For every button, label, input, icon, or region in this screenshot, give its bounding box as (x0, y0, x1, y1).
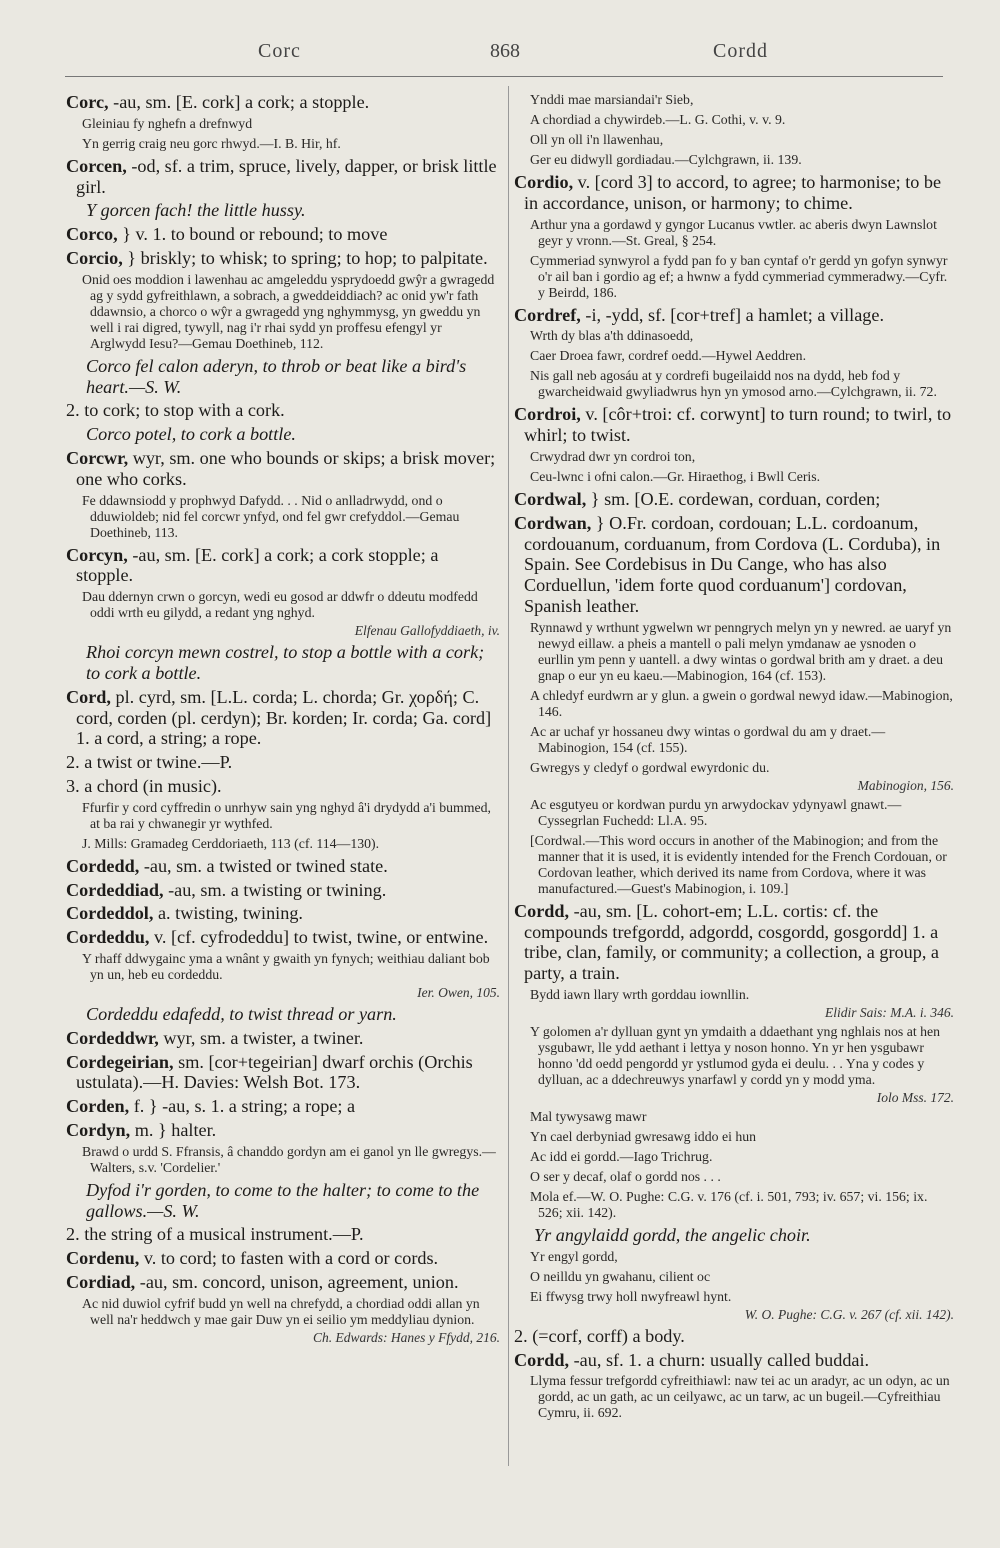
right-column (514, 92, 954, 1425)
dictionary-entry: Corco, } v. 1. to bound or rebound; to move (66, 224, 388, 245)
quotation-line: Onid oes moddion i lawenhau ac amgeleddu ysprydoedd gwŷr a gwragedd ag y sydd gyfreithlawn, a sobrach, a gweddeiddiach? ac onid yw'r fath ddawnsio, a chorco o wŷr a gwragedd yng nghymmysg, yn gweddu yn well i rai digred, tywyll, nag i'r rhai sydd yn proffesu efengyl yr Arglwydd Iesu?—Gemau Doethineb, 112. (82, 271, 495, 351)
quotation-line: Oll yn oll i'n llawenhau, (530, 132, 664, 147)
quotation-line: Llyma fessur trefgordd cyfreithiawl: naw tei ac un aradyr, ac un odyn, ac un gordd, ac un gath, ac un ceilyawc, ac un tarw, ac un bugeil.—Cyfreithiau Cymru, ii. 692. (530, 1373, 950, 1421)
page-number: 868 (490, 40, 520, 62)
sense-line: 2. a twist or twine.—P. (66, 752, 233, 773)
dictionary-entry: Cordwal, } sm. [O.E. cordewan, corduan, corden; (514, 488, 881, 509)
dictionary-entry: Corcwr, wyr, sm. one who bounds or skips; a brisk mover; one who corks. (66, 447, 496, 489)
dictionary-entry: Corcen, -od, sf. a trim, spruce, lively, dapper, or brisk little girl. (66, 155, 497, 197)
quotation-line: Y golomen a'r dylluan gynt yn ymdaith a ddaethant yng nghlais nos at hen ysgubawr, lle ydd aethant i lettya y noson honno. Yn yr hen ysgubawr honno 'dd oedd pengordd yr ystlumod gyda ei deulu. . . Yna y codes y dylluan, ac a ddechreuwys ynarfawl y cordd yn y modd yma. (530, 1023, 941, 1087)
quotation-line: Yn cael derbyniad gwresawg iddo ei hun (530, 1128, 757, 1144)
quotation-line: Wrth dy blas a'th ddinasoedd, (530, 328, 694, 344)
sense-line: 3. a chord (in music). (66, 775, 222, 796)
quotation-line: Ei ffwysg trwy holl nwyfreawl hynt. (530, 1288, 732, 1304)
dictionary-entry: Cordd, -au, sf. 1. a churn: usually called buddai. (514, 1349, 870, 1370)
dictionary-entry: Cordd, -au, sm. [L. cohort-em; L.L. cortis: cf. the compounds trefgordd, adgordd, cosgordd, gosgordd] 1. a tribe, clan, family, or community; a collection, a group, a party, a train. (514, 900, 939, 984)
sense-line: 2. the string of a musical instrument.—P. (66, 1224, 364, 1245)
quotation-line: Cymmeriad synwyrol a fydd pan fo y ban cyntaf o'r gerdd yn gofyn synwyr o'r ail ban i gordio ag ef; a hwnw a fydd cymmeriad cymmeradwy.—Cyfr. y Beirdd, 186. (530, 252, 948, 300)
quotation-line: Ac esgutyeu or kordwan purdu yn arwydockav ydynyawl gnawt.—Cyssegrlan Fuchedd: Ll.A. 95. (530, 796, 902, 828)
quotation-line: J. Mills: Gramadeg Cerddoriaeth, 113 (cf. 114—130). (82, 835, 380, 851)
quotation-line: Rynnawd y wrthunt ygwelwn wr penngrych melyn yn y newred. ae uaryf yn newyd eillaw. a pheis a mantell o pali melyn ymdanaw ae ysnoden o eurllin ym penn y uantell. a dwy wintas o gordwal brith am y draet. a deu gnap o eur yn eu kaeu.—Mabinogion, 164 (cf. 153). (530, 619, 952, 683)
phrase-entry: Yr angylaidd gordd, the angelic choir. (534, 1224, 811, 1245)
quotation-line: Dau ddernyn crwn o gorcyn, wedi eu gosod ar ddwfr o ddeutu modfedd oddi wrth eu gilydd, a redant yng nghyd. (82, 589, 478, 621)
dictionary-entry: Cordegeirian, sm. [cor+tegeirian] dwarf orchis (Orchis ustulata).—H. Davies: Welsh Bot. 173. (66, 1051, 473, 1093)
dictionary-entry: Cordroi, v. [côr+troi: cf. corwynt] to turn round; to twirl, to whirl; to twist. (514, 404, 952, 446)
dictionary-entry: Cordiad, -au, sm. concord, unison, agreement, union. (66, 1271, 459, 1292)
quotation-line: Ac ar uchaf yr hossaneu dwy wintas o gordwal du am y draet.—Mabinogion, 154 (cf. 155). (530, 723, 886, 755)
quotation-line: Ffurfir y cord cyffredin o unrhyw sain yng nghyd â'i drydydd a'i bummed, at ba rai y chwanegir yr wythfed. (82, 799, 491, 831)
quotation-line: Mal tywysawg mawr (530, 1108, 647, 1124)
phrase-entry: Dyfod i'r gorden, to come to the halter; to come to the gallows.—S. W. (86, 1179, 480, 1221)
dictionary-entry: Corcio, } briskly; to whisk; to spring; to hop; to palpitate. (66, 247, 488, 268)
quotation-line: Nis gall neb agosáu at y cordrefi bugeilaidd nos na dydd, heb fod y gwarcheidwaid gwyliadwrus hyn yn ymosod arno.—Cylchgrawn, ii. 72. (530, 368, 937, 400)
dictionary-entry: Cordyn, m. } halter. (66, 1119, 217, 1140)
quotation-line: O ser y decaf, olaf o gordd nos . . . (530, 1168, 721, 1184)
dictionary-entry: Cordeddu, v. [cf. cyfrodeddu] to twist, twine, or entwine. (66, 927, 489, 948)
quotation-line: Gwregys y cledyf o gordwal ewyrdonic du. (530, 759, 770, 775)
dictionary-entry: Cordref, -i, -ydd, sf. [cor+tref] a hamlet; a village. (514, 304, 885, 325)
quotation-line: Yr engyl gordd, (530, 1248, 618, 1264)
quotation-line: Ger eu didwyll gordiadau.—Cylchgrawn, ii. 139. (530, 152, 802, 167)
quotation-line: [Cordwal.—This word occurs in another of the Mabinogion; and from the manner that it is used, it is evidently intended for the French Cordouan, or Cordovan leather, which derived its name from Cordova, where it was manufactured.—Guest's Mabinogion, i. 109.] (530, 832, 947, 896)
quotation-line: Ac nid duwiol cyfrif budd yn well na chrefydd, a chordiad oddi allan yn well na'r heddwch y mae gair Duw yn ei seilio ym meddyliau dynion. (82, 1295, 480, 1327)
quotation-line: O neilldu yn gwahanu, cilient oc (530, 1268, 711, 1284)
phrase-entry: Y gorcen fach! the little hussy. (86, 200, 306, 221)
phrase-entry: Corco fel calon aderyn, to throb or beat like a bird's heart.—S. W. (86, 355, 467, 397)
header-left-word: Corc (258, 40, 301, 62)
citation-source: Elfenau Gallofyddiaeth, iv. (354, 623, 500, 639)
quotation-line: Gleiniau fy nghefn a drefnwyd (82, 115, 253, 131)
citation-source: Iolo Mss. 172. (876, 1089, 954, 1105)
quotation-line: Ceu-lwnc i ofni calon.—Gr. Hiraethog, i Bwll Ceris. (530, 468, 821, 484)
left-column (66, 92, 500, 1349)
quotation-line: Brawd o urdd S. Ffransis, â chanddo gordyn am ei ganol yn lle gwregys.—Walters, s.v. 'Cordelier.' (82, 1143, 496, 1175)
quotation-line: A chledyf eurdwrn ar y glun. a gwein o gordwal newyd idaw.—Mabinogion, 146. (530, 687, 953, 719)
citation-source: Ier. Owen, 105. (417, 984, 500, 1000)
quotation-line: A chordiad a chywirdeb.—L. G. Cothi, v. v. 9. (530, 112, 786, 127)
dictionary-entry: Cordeddol, a. twisting, twining. (66, 903, 303, 924)
quotation-line: Caer Droea fawr, cordref oedd.—Hywel Aeddren. (530, 348, 807, 364)
dictionary-entry: Corden, f. } -au, s. 1. a string; a rope; a (66, 1096, 356, 1117)
quotation-line: Mola ef.—W. O. Pughe: C.G. v. 176 (cf. i. 501, 793; iv. 657; vi. 156; ix. 526; xii. 142). (530, 1188, 928, 1220)
phrase-entry: Corco potel, to cork a bottle. (86, 424, 296, 445)
header-rule (65, 76, 943, 77)
sense-line: 2. to cork; to stop with a cork. (66, 400, 285, 421)
quotation-line: Ynddi mae marsiandai'r Sieb, (530, 92, 694, 107)
quotation-line: Yn gerrig craig neu gorc rhwyd.—I. B. Hir, hf. (82, 135, 341, 151)
dictionary-entry: Corcyn, -au, sm. [E. cork] a cork; a cork stopple; a stopple. (66, 544, 439, 586)
dictionary-entry: Cordeddiad, -au, sm. a twisting or twining. (66, 879, 387, 900)
citation-source: Mabinogion, 156. (857, 777, 954, 793)
phrase-entry: Rhoi corcyn mewn costrel, to stop a bottle with a cork; to cork a bottle. (86, 642, 485, 683)
quotation-line: Arthur yna a gordawd y gyngor Lucanus vwtler. ac aberis dwyn Lawnslot geyr y vronn.—St. Greal, § 254. (530, 216, 937, 248)
citation-source: W. O. Pughe: C.G. v. 267 (cf. xii. 142). (744, 1306, 954, 1322)
dictionary-entry: Cordeddwr, wyr, sm. a twister, a twiner. (66, 1027, 364, 1048)
quotation-line: Ac idd ei gordd.—Iago Trichrug. (530, 1148, 713, 1164)
citation-source: Ch. Edwards: Hanes y Ffydd, 216. (313, 1329, 500, 1345)
quotation-line: Bydd iawn llary wrth gorddau iownllin. (530, 986, 750, 1002)
quotation-line: Y rhaff ddwygainc yma a wnânt y gwaith yn fynych; weithiau daliant bob yn un, heb eu cordeddu. (82, 950, 490, 982)
quotation-line: Crwydrad dwr yn cordroi ton, (530, 448, 696, 464)
dictionary-entry: Corc, -au, sm. [E. cork] a cork; a stopple. (66, 92, 370, 112)
quotation-line: Fe ddawnsiodd y prophwyd Dafydd. . . Nid o anlladrwydd, ond o dduwioldeb; nid fel corcwr ynfyd, ond fel gwr crefyddol.—Gemau Doethineb, 113. (82, 492, 460, 540)
header-right-word: Cordd (713, 40, 768, 62)
dictionary-entry: Cordwan, } O.Fr. cordoan, cordouan; L.L. cordoanum, cordouanum, corduanum, from Cordova (L. Corduba), in Spain. See Cordebisus in Du Cange, who has also Corduellun, 'idem forte quod corduanum'] cordovan, Spanish leather. (514, 512, 941, 616)
dictionary-entry: Cord, pl. cyrd, sm. [L.L. corda; L. chorda; Gr. χορδή; C. cord, corden (pl. cerdyn); Br. korden; Ir. corda; Ga. cord] 1. a cord, a string; a rope. (66, 686, 492, 749)
running-header (60, 40, 940, 64)
dictionary-entry: Cordedd, -au, sm. a twisted or twined state. (66, 855, 388, 876)
column-divider (508, 86, 509, 1466)
dictionary-entry: Cordio, v. [cord 3] to accord, to agree; to harmonise; to be in accordance, unison, or harmony; to chime. (514, 172, 942, 213)
dictionary-entry: Cordenu, v. to cord; to fasten with a cord or cords. (66, 1248, 439, 1269)
sense-line: 2. (=corf, corff) a body. (514, 1325, 685, 1346)
phrase-entry: Cordeddu edafedd, to twist thread or yarn. (86, 1003, 397, 1024)
citation-source: Elidir Sais: M.A. i. 346. (825, 1004, 954, 1020)
